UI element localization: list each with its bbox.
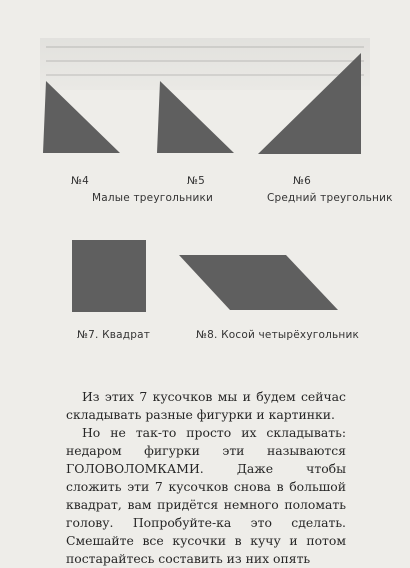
piece-4-number: №4	[71, 175, 90, 187]
paragraph-2: Но не так-то просто их складывать: недаром фигурки эти называются ГОЛОВОЛОМКАМИ. Даже чтобы сложить эти 7 кусочков снова в большой квадрат, вам придётся немного поломать голову. Попробуйте-ка это сделать. Смешайте все кусочки в кучу и потом постарайтесь составить из них опять	[66, 425, 346, 566]
body-text	[66, 388, 346, 568]
paragraph-1: Из этих 7 кусочков мы и будем сейчас складывать разные фигурки и картинки.	[66, 389, 346, 422]
square-7	[72, 240, 147, 313]
piece-6-number: №6	[293, 175, 312, 187]
small-triangles-caption: Малые треугольники	[92, 192, 214, 204]
medium-triangle-6	[257, 52, 363, 156]
square-caption: №7. Квадрат	[77, 329, 151, 341]
medium-triangle-caption: Средний треугольник	[267, 192, 393, 204]
parallelogram-8	[178, 254, 340, 312]
small-triangle-5	[156, 80, 236, 155]
piece-5-number: №5	[187, 175, 206, 187]
parallelogram-caption: №8. Косой четырёхугольник	[196, 329, 360, 341]
small-triangle-4	[42, 80, 122, 155]
